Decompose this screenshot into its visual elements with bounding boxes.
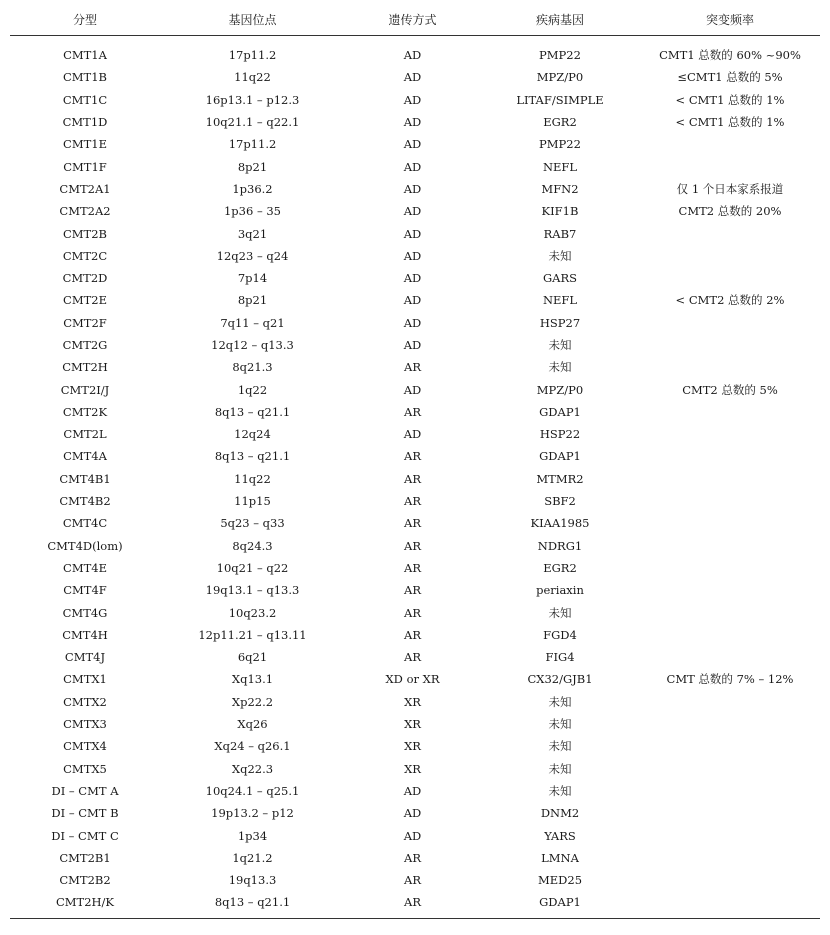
cell-inheritance: AD — [403, 271, 422, 286]
cell-inheritance: AD — [403, 315, 422, 330]
table-row — [10, 780, 820, 802]
cell-subtype: CMT4B2 — [59, 494, 111, 509]
table-row — [10, 289, 820, 311]
cell-frequency — [640, 624, 820, 646]
cell-subtype: DI – CMT A — [51, 783, 119, 798]
cell-gene: HSP27 — [539, 315, 581, 330]
table-row — [10, 869, 820, 891]
cell-inheritance: AR — [404, 516, 421, 531]
cell-gene: EGR2 — [543, 115, 577, 130]
cell-gene: periaxin — [536, 583, 584, 598]
cell-subtype: CMTX1 — [63, 672, 107, 687]
cell-gene: LMNA — [541, 850, 579, 865]
cell-inheritance: AD — [403, 92, 422, 107]
cell-inheritance: XR — [404, 761, 421, 776]
cell-subtype: CMTX5 — [63, 761, 107, 776]
cell-inheritance: AR — [404, 449, 421, 464]
cell-inheritance: AD — [403, 783, 422, 798]
cell-locus: 16p13.1 – p12.3 — [205, 92, 300, 107]
cell-frequency — [640, 780, 820, 802]
header-gene: 疾病基因 — [480, 3, 640, 36]
cell-gene: MTMR2 — [536, 471, 584, 486]
header-subtype: 分型 — [10, 3, 160, 36]
cell-subtype: CMT4H — [62, 627, 108, 642]
table-row — [10, 36, 820, 67]
cell-frequency — [640, 401, 820, 423]
cell-frequency — [640, 691, 820, 713]
cell-gene: GDAP1 — [539, 449, 581, 464]
cell-inheritance: AD — [403, 382, 422, 397]
table-row — [10, 245, 820, 267]
cell-locus: 19q13.1 – q13.3 — [205, 583, 300, 598]
cell-gene: HSP22 — [539, 427, 581, 442]
cell-subtype: CMT1B — [62, 70, 107, 85]
cell-locus: 1q21.2 — [232, 850, 273, 865]
cell-locus: 1p36.2 — [232, 181, 273, 196]
cell-frequency — [640, 334, 820, 356]
cell-subtype: CMT2L — [63, 427, 107, 442]
table-row — [10, 423, 820, 445]
cell-subtype: CMT4J — [64, 650, 106, 665]
table-row — [10, 713, 820, 735]
cell-inheritance: AD — [403, 427, 422, 442]
cell-gene: PMP22 — [539, 48, 581, 63]
cell-gene: 未知 — [548, 605, 572, 620]
cell-locus: 8q13 – q21.1 — [160, 891, 345, 918]
cell-gene: MFN2 — [541, 181, 579, 196]
cell-locus: 10q21.1 – q22.1 — [205, 115, 300, 130]
table-row — [10, 468, 820, 490]
cell-frequency — [640, 512, 820, 534]
cell-frequency — [640, 869, 820, 891]
cell-subtype: CMT4F — [63, 583, 107, 598]
table-row — [10, 891, 820, 918]
cell-locus: 1p34 — [237, 828, 268, 843]
cmt-gene-table — [10, 3, 820, 919]
cell-frequency: CMT2 总数的 5% — [682, 382, 778, 397]
cell-gene: 未知 — [548, 717, 572, 732]
cell-gene: SBF2 — [544, 494, 576, 509]
cell-gene: GARS — [542, 271, 578, 286]
header-inheritance: 遗传方式 — [345, 3, 480, 36]
cell-subtype: CMT4G — [62, 605, 108, 620]
cell-inheritance: AD — [403, 828, 422, 843]
cell-inheritance: AR — [404, 650, 421, 665]
table-row — [10, 512, 820, 534]
cell-subtype: CMT4E — [63, 560, 107, 575]
cell-frequency — [640, 758, 820, 780]
cell-locus: 7p14 — [237, 271, 268, 286]
cell-gene: FGD4 — [543, 627, 577, 642]
cell-frequency — [640, 133, 820, 155]
cell-inheritance: XD or XR — [385, 672, 440, 687]
cell-locus: 12q24 — [234, 427, 271, 442]
table-row — [10, 646, 820, 668]
table-row — [10, 378, 820, 400]
table-row — [10, 133, 820, 155]
cell-frequency — [640, 802, 820, 824]
header-row — [10, 3, 820, 36]
table-row — [10, 267, 820, 289]
cell-frequency — [640, 222, 820, 244]
cell-inheritance: AR — [345, 891, 480, 918]
cell-gene: FIG4 — [545, 650, 575, 665]
cell-inheritance: AR — [404, 538, 421, 553]
cell-inheritance: AD — [403, 159, 422, 174]
cell-inheritance: AD — [403, 338, 422, 352]
cell-subtype: CMT2B2 — [59, 873, 111, 888]
cell-frequency: CMT2 总数的 20% — [678, 204, 782, 219]
cell-subtype: CMT4B1 — [59, 471, 111, 486]
cell-locus: 8q13 – q21.1 — [214, 404, 291, 419]
table-row — [10, 601, 820, 623]
table-row — [10, 802, 820, 824]
cell-inheritance: AR — [404, 560, 421, 575]
cell-locus: 12q23 – q24 — [216, 248, 289, 263]
cell-frequency — [640, 735, 820, 757]
cell-gene: MPZ/P0 — [536, 382, 584, 397]
cell-frequency — [640, 267, 820, 289]
cell-inheritance: AR — [404, 583, 421, 598]
cell-frequency — [640, 535, 820, 557]
cell-locus: 8q24.3 — [232, 538, 273, 553]
cell-gene: YARS — [544, 828, 576, 843]
table-row — [10, 824, 820, 846]
cell-gene: PMP22 — [539, 137, 581, 152]
cell-frequency — [640, 646, 820, 668]
cell-subtype: CMT4D(lom) — [47, 538, 123, 553]
cell-locus: Xq13.1 — [231, 672, 274, 687]
cell-gene: 未知 — [548, 248, 572, 263]
cell-gene: 未知 — [548, 694, 572, 709]
cell-subtype: CMT2H/K — [10, 891, 160, 918]
cell-subtype: CMT1C — [62, 92, 108, 107]
cell-gene: 未知 — [548, 783, 572, 798]
cell-gene: KIF1B — [541, 204, 579, 219]
table-row — [10, 66, 820, 88]
cell-frequency — [640, 155, 820, 177]
cell-inheritance: AR — [404, 471, 421, 486]
cell-locus: 11p15 — [234, 494, 271, 509]
cell-subtype: DI – CMT B — [51, 806, 119, 821]
cell-frequency — [640, 356, 820, 378]
cell-subtype: CMT2H — [62, 360, 108, 375]
cell-gene: NDRG1 — [537, 538, 583, 553]
cell-frequency — [640, 713, 820, 735]
cell-locus: 11q22 — [234, 70, 271, 85]
cell-locus: 10q24.1 – q25.1 — [205, 783, 300, 798]
cell-subtype: DI – CMT C — [51, 828, 119, 843]
cell-subtype: CMT1F — [63, 159, 107, 174]
header-frequency: 突变频率 — [640, 3, 820, 36]
cell-subtype: CMT2D — [62, 271, 108, 286]
cell-inheritance: AR — [404, 850, 421, 865]
cell-frequency — [640, 245, 820, 267]
cell-locus: 8p21 — [237, 293, 268, 308]
cell-inheritance: AR — [404, 494, 421, 509]
cell-gene: LITAF/SIMPLE — [516, 92, 604, 107]
cell-gene: 未知 — [548, 360, 572, 375]
table-row — [10, 89, 820, 111]
table-row — [10, 624, 820, 646]
cell-locus: Xp22.2 — [231, 694, 274, 709]
cell-inheritance: AD — [403, 48, 422, 63]
cell-frequency: < CMT1 总数的 1% — [675, 92, 785, 107]
table-row — [10, 111, 820, 133]
cell-gene: NEFL — [542, 293, 578, 308]
cell-gene: RAB7 — [543, 226, 577, 241]
cell-inheritance: AD — [403, 806, 422, 821]
cell-locus: 1q22 — [237, 382, 268, 397]
cell-locus: 19p13.2 – p12 — [211, 806, 294, 821]
table-row — [10, 334, 820, 356]
cell-frequency — [640, 445, 820, 467]
cell-locus: 12p11.21 – q13.11 — [198, 627, 307, 642]
table-row — [10, 668, 820, 690]
cell-gene: 未知 — [548, 338, 572, 352]
cell-frequency: < CMT2 总数的 2% — [675, 293, 785, 308]
cell-frequency — [640, 423, 820, 445]
cell-locus: 10q21 – q22 — [216, 560, 289, 575]
cell-subtype: CMT2K — [62, 404, 108, 419]
cell-frequency: < CMT1 总数的 1% — [675, 115, 785, 130]
cell-locus: 8q21.3 — [232, 360, 273, 375]
cell-frequency — [640, 468, 820, 490]
table-row — [10, 356, 820, 378]
cell-frequency: 仅 1 个日本家系报道 — [676, 181, 784, 196]
cell-locus: Xq22.3 — [231, 761, 274, 776]
cell-subtype: CMT2B — [62, 226, 107, 241]
cell-subtype: CMT2B1 — [59, 850, 111, 865]
cell-locus: 19q13.3 — [228, 873, 277, 888]
cell-frequency — [640, 312, 820, 334]
cell-inheritance: XR — [404, 694, 421, 709]
cell-locus: 1p36 – 35 — [223, 204, 281, 219]
cell-locus: 10q23.2 — [228, 605, 277, 620]
cell-locus: Xq24 – q26.1 — [214, 739, 291, 754]
gene-table-container — [10, 3, 820, 919]
cell-frequency — [640, 490, 820, 512]
cell-gene: 未知 — [548, 739, 572, 754]
cell-gene: DNM2 — [540, 806, 580, 821]
cell-subtype: CMT4C — [62, 516, 108, 531]
cell-subtype: CMT2E — [63, 293, 107, 308]
table-row — [10, 401, 820, 423]
cell-gene: KIAA1985 — [530, 516, 590, 531]
cell-frequency: CMT 总数的 7% – 12% — [666, 672, 794, 687]
cell-gene: GDAP1 — [480, 891, 640, 918]
table-row — [10, 490, 820, 512]
cell-subtype: CMT1E — [63, 137, 107, 152]
cell-locus: 3q21 — [237, 226, 268, 241]
cell-inheritance: AD — [403, 137, 422, 152]
cell-gene: NEFL — [542, 159, 578, 174]
cell-inheritance: AD — [403, 293, 422, 308]
table-row — [10, 155, 820, 177]
table-row — [10, 758, 820, 780]
table-row — [10, 535, 820, 557]
cell-inheritance: AD — [403, 70, 422, 85]
cell-gene: GDAP1 — [539, 404, 581, 419]
cell-frequency — [640, 847, 820, 869]
cell-inheritance: AR — [404, 627, 421, 642]
cell-inheritance: AD — [403, 115, 422, 130]
cell-inheritance: XR — [404, 739, 421, 754]
cell-subtype: CMT4A — [63, 449, 107, 464]
cell-locus: 12q12 – q13.3 — [211, 338, 294, 352]
cell-subtype: CMT1D — [62, 115, 108, 130]
cell-subtype: CMT2C — [62, 248, 108, 263]
cell-subtype: CMT2A2 — [59, 204, 111, 219]
cell-gene: 未知 — [548, 761, 572, 776]
table-row — [10, 445, 820, 467]
cell-subtype: CMT2A1 — [59, 181, 111, 196]
cell-locus: 7q11 – q21 — [220, 315, 285, 330]
cell-subtype: CMT2G — [62, 338, 108, 352]
cell-inheritance: AR — [404, 404, 421, 419]
table-row — [10, 222, 820, 244]
table-header — [10, 3, 820, 36]
cell-locus: 17p11.2 — [228, 48, 277, 63]
table-row — [10, 200, 820, 222]
cell-frequency — [640, 824, 820, 846]
cell-inheritance: AD — [403, 204, 422, 219]
table-row — [10, 178, 820, 200]
table-row — [10, 735, 820, 757]
cell-gene: MED25 — [537, 873, 583, 888]
cell-locus: 5q23 – q33 — [220, 516, 285, 531]
table-row — [10, 847, 820, 869]
cell-inheritance: AD — [403, 181, 422, 196]
cell-inheritance: AR — [404, 873, 421, 888]
cell-frequency: ≤CMT1 总数的 5% — [677, 70, 783, 85]
cell-locus: 6q21 — [237, 650, 268, 665]
cell-inheritance: AD — [403, 248, 422, 263]
table-row — [10, 579, 820, 601]
cell-frequency: CMT1 总数的 60% ~90% — [659, 48, 801, 63]
cell-gene: EGR2 — [543, 560, 577, 575]
cell-subtype: CMTX3 — [63, 717, 107, 732]
cell-locus: 8p21 — [237, 159, 268, 174]
cell-inheritance: XR — [404, 717, 421, 732]
cell-locus: 17p11.2 — [228, 137, 277, 152]
cell-gene: CX32/GJB1 — [527, 672, 593, 687]
cell-locus: 8q13 – q21.1 — [214, 449, 291, 464]
cell-frequency — [640, 579, 820, 601]
cell-subtype: CMT2F — [63, 315, 107, 330]
table-row — [10, 312, 820, 334]
table-row — [10, 557, 820, 579]
cell-frequency — [640, 601, 820, 623]
cell-inheritance: AR — [404, 360, 421, 375]
cell-subtype: CMTX4 — [63, 739, 107, 754]
cell-locus: Xq26 — [237, 717, 268, 732]
cell-subtype: CMTX2 — [63, 694, 107, 709]
header-locus: 基因位点 — [160, 3, 345, 36]
table-body — [10, 36, 820, 919]
cell-subtype: CMT1A — [63, 48, 107, 63]
cell-frequency — [640, 557, 820, 579]
cell-inheritance: AD — [403, 226, 422, 241]
cell-inheritance: AR — [404, 605, 421, 620]
cell-subtype: CMT2I/J — [60, 382, 110, 397]
cell-gene: MPZ/P0 — [536, 70, 584, 85]
cell-locus: 11q22 — [234, 471, 271, 486]
cell-frequency — [640, 891, 820, 918]
table-row — [10, 691, 820, 713]
